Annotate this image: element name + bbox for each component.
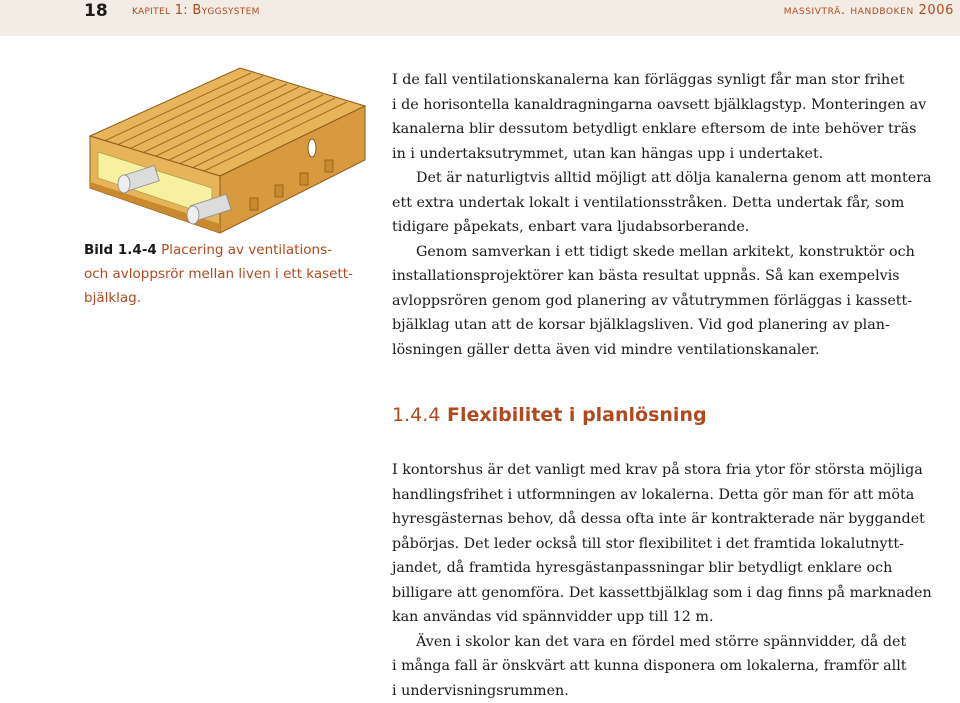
- text-line: tidigare påpekats, enbart vara ljudabsorberande.: [392, 215, 952, 240]
- page-number: 18: [84, 0, 108, 22]
- section-title: Flexibilitet i planlösning: [447, 404, 707, 426]
- text-line: avloppsrören genom god planering av våtutrymmen förläggas i kassett-: [392, 289, 952, 314]
- text-line: hyresgästernas behov, då dessa ofta inte är kontrakterade när byggandet: [392, 507, 952, 532]
- text-line: in i undertaksutrymmet, utan kan hängas upp i undertaket.: [392, 142, 952, 167]
- text-line: I kontorshus är det vanligt med krav på stora fria ytor för största möjliga: [392, 458, 952, 483]
- text-line: i många fall är önskvärt att kunna disponera om lokalerna, framför allt: [392, 654, 952, 679]
- text-line: kanalerna blir dessutom betydligt enklare eftersom de inte behöver träs: [392, 117, 952, 142]
- text-line: handlingsfrihet i utformningen av lokalerna. Detta gör man för att möta: [392, 483, 952, 508]
- caption-line: och avloppsrör mellan liven i ett kasett-: [84, 262, 374, 286]
- text-line: kan användas vid spännvidder upp till 12 m.: [392, 605, 952, 630]
- section-heading: [392, 404, 707, 426]
- text-line: jandet, då framtida hyresgästanpassningar blir betydligt enklare och: [392, 556, 952, 581]
- paragraph: [392, 458, 952, 630]
- paragraph: [392, 240, 952, 363]
- body-text-top: [392, 68, 952, 362]
- text-line: I de fall ventilationskanalerna kan förläggas synligt får man stor frihet: [392, 68, 952, 93]
- text-line: Genom samverkan i ett tidigt skede mellan arkitekt, konstruktör och: [392, 240, 952, 265]
- text-line: ett extra undertak lokalt i ventilationsstråken. Detta undertak får, som: [392, 191, 952, 216]
- text-line: bjälklag utan att de korsar bjälklagsliven. Vid god planering av plan-: [392, 313, 952, 338]
- cassette-floor-illustration: [80, 48, 370, 238]
- paragraph: [392, 166, 952, 240]
- text-line: Även i skolor kan det vara en fördel med större spännvidder, då det: [392, 630, 952, 655]
- chapter-label: kapitel 1: Byggsystem: [132, 2, 260, 20]
- text-line: billigare att genomföra. Det kassettbjälklag som i dag finns på marknaden: [392, 581, 952, 606]
- caption-line: bjälklag.: [84, 286, 374, 310]
- text-line: installationsprojektörer kan bästa resultat uppnås. Så kan exempelvis: [392, 264, 952, 289]
- paragraph: [392, 630, 952, 703]
- text-line: i de horisontella kanaldragningarna oavsett bjälklagstyp. Monteringen av: [392, 93, 952, 118]
- caption-line: Placering av ventilations-: [161, 242, 332, 258]
- paragraph: [392, 68, 952, 166]
- handbook-label: massivträ. handboken 2006: [784, 2, 954, 20]
- text-line: påbörjas. Det leder också till stor flexibilitet i det framtida lokalutnytt-: [392, 532, 952, 557]
- figure-number: Bild 1.4-4: [84, 242, 157, 258]
- pipe-hole: [308, 139, 316, 157]
- body-text-bottom: [392, 458, 952, 703]
- text-line: Det är naturligtvis alltid möjligt att dölja kanalerna genom att montera: [392, 166, 952, 191]
- section-number: 1.4.4: [392, 404, 440, 426]
- text-line: lösningen gäller detta även vid mindre ventilationskanaler.: [392, 338, 952, 363]
- figure-caption: [84, 238, 374, 310]
- text-line: i undervisningsrummen.: [392, 679, 952, 703]
